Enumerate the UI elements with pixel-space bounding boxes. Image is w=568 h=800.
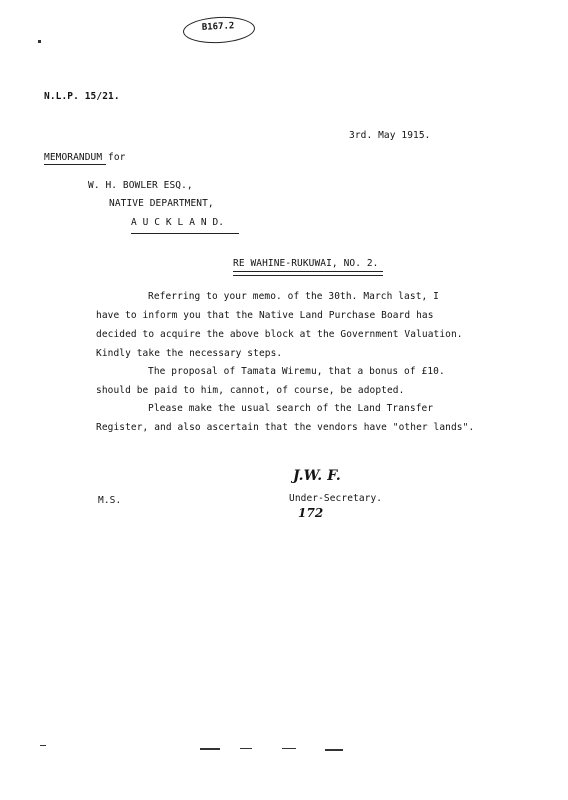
ink-mark <box>38 40 41 43</box>
scan-mark <box>325 749 343 751</box>
addressee-department: NATIVE DEPARTMENT, <box>109 198 214 209</box>
body-line: Referring to your memo. of the 30th. March last, I <box>148 291 439 302</box>
scan-mark <box>200 748 220 750</box>
memorandum-for: for <box>108 152 126 163</box>
body-line: The proposal of Tamata Wiremu, that a bonus of £10. <box>148 366 445 377</box>
cc-initials: M.S. <box>98 495 122 506</box>
scan-mark <box>282 748 296 749</box>
body-line: Kindly take the necessary steps. <box>96 348 283 359</box>
subject-double-underline <box>233 271 383 276</box>
handwritten-annotation: 172 <box>298 506 324 520</box>
stamp-text: B167.2 <box>201 21 235 33</box>
body-line: should be paid to him, cannot, of course, be adopted. <box>96 385 405 396</box>
reference-number: N.L.P. 15/21. <box>44 91 120 102</box>
scan-mark <box>40 745 46 746</box>
body-line: have to inform you that the Native Land Purchase Board has <box>96 310 434 321</box>
addressee-underline <box>131 233 239 234</box>
memorandum-underline <box>44 164 106 165</box>
memo-date: 3rd. May 1915. <box>349 130 431 141</box>
memorandum-label: MEMORANDUM <box>44 152 103 163</box>
signatory-title: Under-Secretary. <box>289 493 383 504</box>
body-line: Register, and also ascertain that the vendors have "other lands". <box>96 422 475 433</box>
subject-heading: RE WAHINE-RUKUWAI, NO. 2. <box>233 258 379 269</box>
file-number-stamp <box>182 15 255 45</box>
addressee-name: W. H. BOWLER ESQ., <box>88 180 193 191</box>
scan-mark <box>240 748 252 749</box>
body-line: decided to acquire the above block at the Government Valuation. <box>96 329 463 340</box>
handwritten-initials: J.W. F. <box>293 468 341 484</box>
body-line: Please make the usual search of the Land Transfer <box>148 403 434 414</box>
addressee-city: A U C K L A N D. <box>131 217 225 228</box>
